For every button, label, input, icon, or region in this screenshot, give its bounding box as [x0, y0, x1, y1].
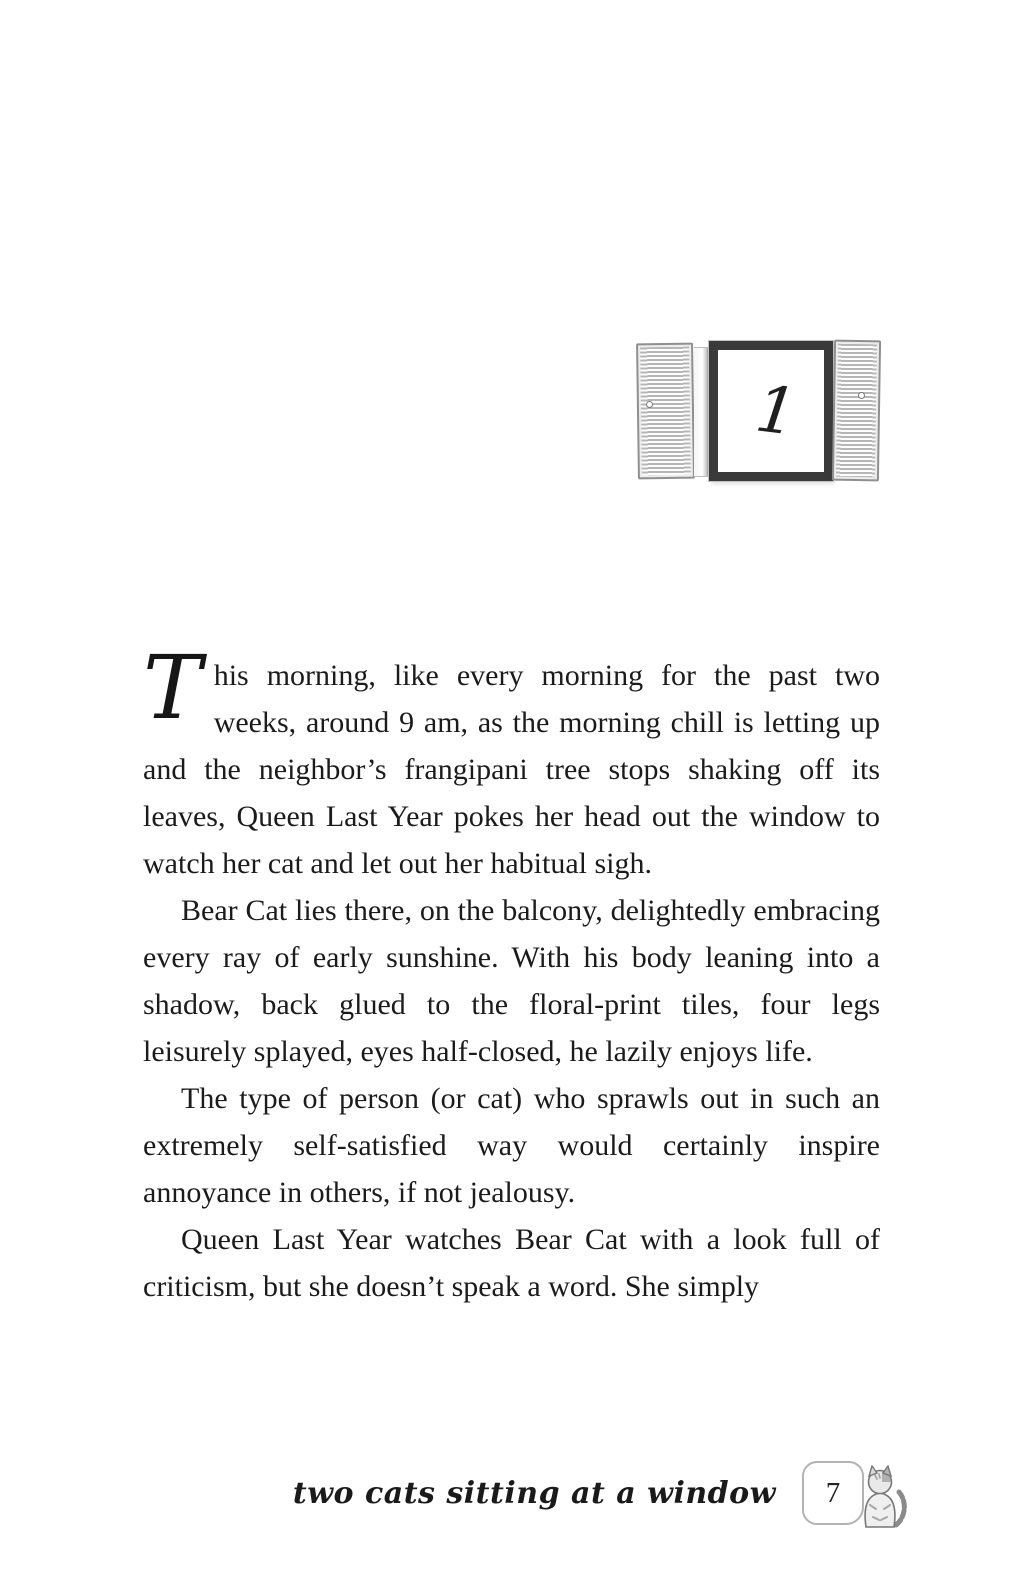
cat-icon — [856, 1465, 908, 1533]
shutter-hinge-icon — [646, 401, 653, 408]
paragraph-1-text: his morning, like every morning for the past two weeks, around 9 am, as the morning chill is letting up and the neighbor’s frangipani tree stops shaking off its leaves, Queen Last Year pokes her head out the window to watch her cat and let out her habitual sigh. — [143, 659, 880, 880]
paragraph-3: The type of person (or cat) who sprawls out in such an extremely self-satisfied way would certainly inspire annoyance in others, if not jealousy. — [143, 1082, 880, 1209]
running-title: two cats sitting at a window — [292, 1475, 776, 1511]
page-footer — [293, 1461, 908, 1525]
chapter-number: 1 — [751, 372, 801, 451]
paragraph-2: Bear Cat lies there, on the balcony, delightedly embracing every ray of early sunshine. With his body leaning into a shadow, back glued to the floral-print tiles, four legs leisurely splayed, eyes half-closed, he lazily enjoys life. — [143, 894, 880, 1068]
paragraph-4: Queen Last Year watches Bear Cat with a look full of criticism, but she doesn’t speak a word. She simply — [143, 1223, 880, 1303]
paragraph-1 — [143, 636, 880, 887]
body-text — [143, 636, 880, 1310]
page-number: 7 — [825, 1476, 841, 1509]
window-casement — [694, 347, 709, 477]
chapter-window-illustration — [637, 335, 880, 487]
shutter-hinge-icon — [858, 392, 865, 399]
window-shutter-right-icon — [832, 340, 881, 482]
window-shutter-left-icon — [636, 343, 695, 480]
window-frame — [709, 341, 833, 481]
drop-cap: T — [143, 636, 202, 739]
page-number-box — [802, 1461, 864, 1525]
